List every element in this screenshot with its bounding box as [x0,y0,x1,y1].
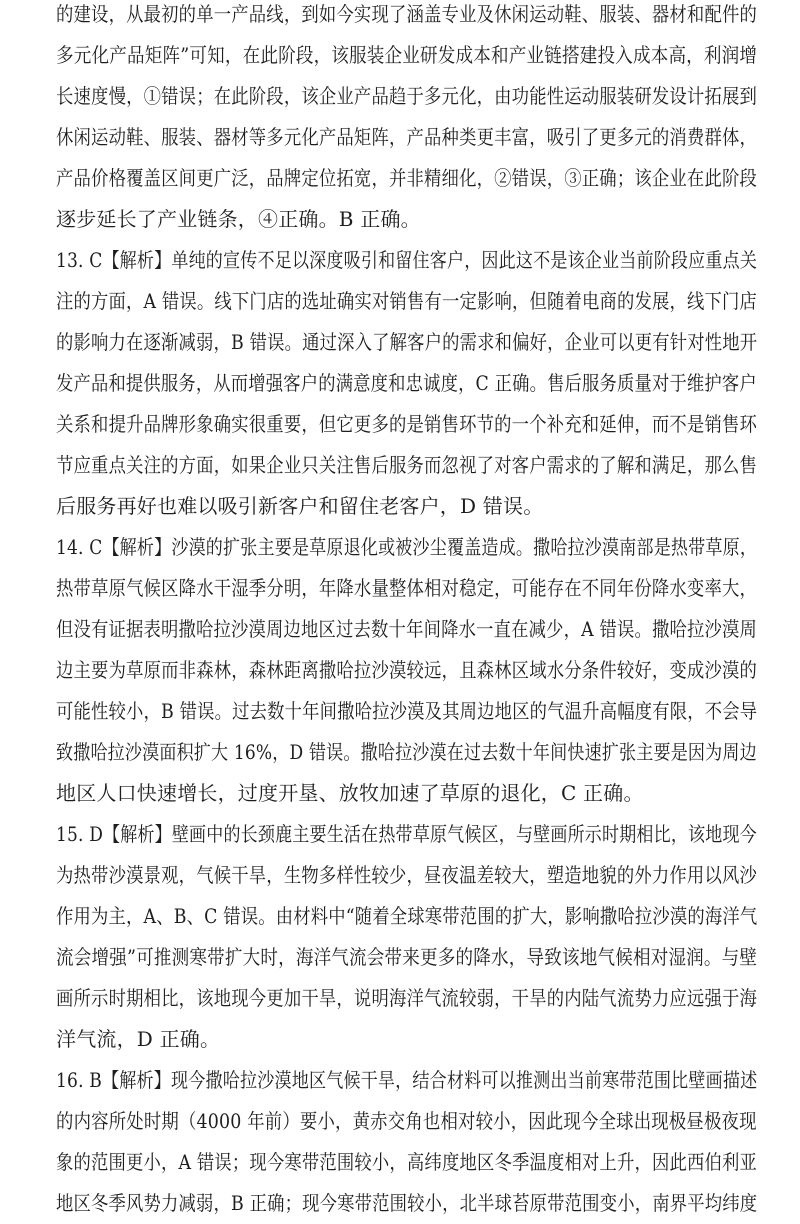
paragraph-question-15 [56,814,757,1060]
text-line: 逐步延长了产业链条，④正确。B 正确。 [56,207,421,231]
text-line: 象的范围更小，A 错误；现今寒带范围较小，高纬度地区冬季温度相对上升，因此西伯利亚 [56,1150,758,1174]
paragraph-question-14 [56,527,757,814]
paragraph-continuation [56,0,757,240]
paragraph-question-13 [56,240,757,527]
text-line: 注的方面，A 错误。线下门店的选址确实对销售有一定影响，但随着电商的发展，线下门店 [56,289,758,313]
text-line: 的建设，从最初的单一产品线，到如今实现了涵盖专业及休闲运动鞋、服装、器材和配件的 [56,2,758,26]
text-line: 的内容所处时期（4000 年前）要小，黄赤交角也相对较小，因此现今全球出现极昼极夜现 [56,1109,757,1133]
text-line: 地区冬季风势力减弱，B 正确；现今寒带范围较小，北半球苔原带范围变小，南界平均纬度 [56,1191,758,1215]
paragraph-question-16 [56,1060,757,1224]
text-line: 热带草原气候区降水干湿季分明，年降水量整体相对稳定，可能存在不同年份降水变率大， [56,576,758,600]
text-line: 致撒哈拉沙漠面积扩大 16%，D 错误。撒哈拉沙漠在过去数十年间快速扩张主要是因为周边 [56,740,757,764]
text-line: 的影响力在逐渐减弱，B 错误。通过深入了解客户的需求和偏好，企业可以更有针对性地开 [56,330,758,354]
text-line: 长速度慢，①错误；在此阶段，该企业产品趋于多元化，由功能性运动服装研发设计拓展到 [56,84,758,108]
text-line: 可能性较小，B 错误。过去数十年间撒哈拉沙漠及其周边地区的气温升高幅度有限，不会导 [56,699,758,723]
text-line: 为热带沙漠景观，气候干旱，生物多样性较少，昼夜温差较大，塑造地貌的外力作用以风沙 [56,863,758,887]
text-line: 多元化产品矩阵”可知，在此阶段，该服装企业研发成本和产业链搭建投入成本高，利润增 [56,43,758,67]
text-line: 产品价格覆盖区间更广泛，品牌定位拓宽，并非精细化，②错误，③正确；该企业在此阶段 [56,166,758,190]
text-line: 后服务再好也难以吸引新客户和留住老客户，D 错误。 [56,494,544,518]
text-line: 作用为主，A、B、C 错误。由材料中“随着全球寒带范围的扩大，影响撒哈拉沙漠的海洋气 [56,904,758,928]
text-line: 但没有证据表明撒哈拉沙漠周边地区过去数十年间降水一直在减少，A 错误。撒哈拉沙漠周 [56,617,757,641]
text-line: 洋气流，D 正确。 [56,1027,221,1051]
text-line: 关系和提升品牌形象确实很重要，但它更多的是销售环节的一个补充和延伸，而不是销售环 [56,412,758,436]
text-line: 13. C【解析】单纯的宣传不足以深度吸引和留住客户，因此这不是该企业当前阶段应重点关 [56,248,758,272]
text-line: 画所示时期相比，该地现今更加干旱，说明海洋气流较弱，干旱的内陆气流势力应远强于海 [56,986,758,1010]
text-line: 流会增强”可推测寒带扩大时，海洋气流会带来更多的降水，导致该地气候相对湿润。与壁 [56,945,758,969]
text-line: 14. C【解析】沙漠的扩张主要是草原退化或被沙尘覆盖造成。撒哈拉沙漠南部是热带草原， [56,535,758,559]
text-line: 发产品和提供服务，从而增强客户的满意度和忠诚度，C 正确。售后服务质量对于维护客户 [56,371,757,395]
text-line: 16. B【解析】现今撒哈拉沙漠地区气候干旱，结合材料可以推测出当前寒带范围比壁画描述 [56,1068,758,1092]
text-line: 地区人口快速增长，过度开垦、放牧加速了草原的退化，C 正确。 [56,781,644,805]
text-line: 节应重点关注的方面，如果企业只关注售后服务而忽视了对客户需求的了解和满足，那么售 [56,453,758,477]
text-line: 15. D【解析】壁画中的长颈鹿主要生活在热带草原气候区，与壁画所示时期相比，该地现今 [56,822,757,846]
text-line: 休闲运动鞋、服装、器材等多元化产品矩阵，产品种类更丰富，吸引了更多元的消费群体， [56,125,758,149]
text-line: 边主要为草原而非森林，森林距离撒哈拉沙漠较远，且森林区域水分条件较好，变成沙漠的 [56,658,758,682]
